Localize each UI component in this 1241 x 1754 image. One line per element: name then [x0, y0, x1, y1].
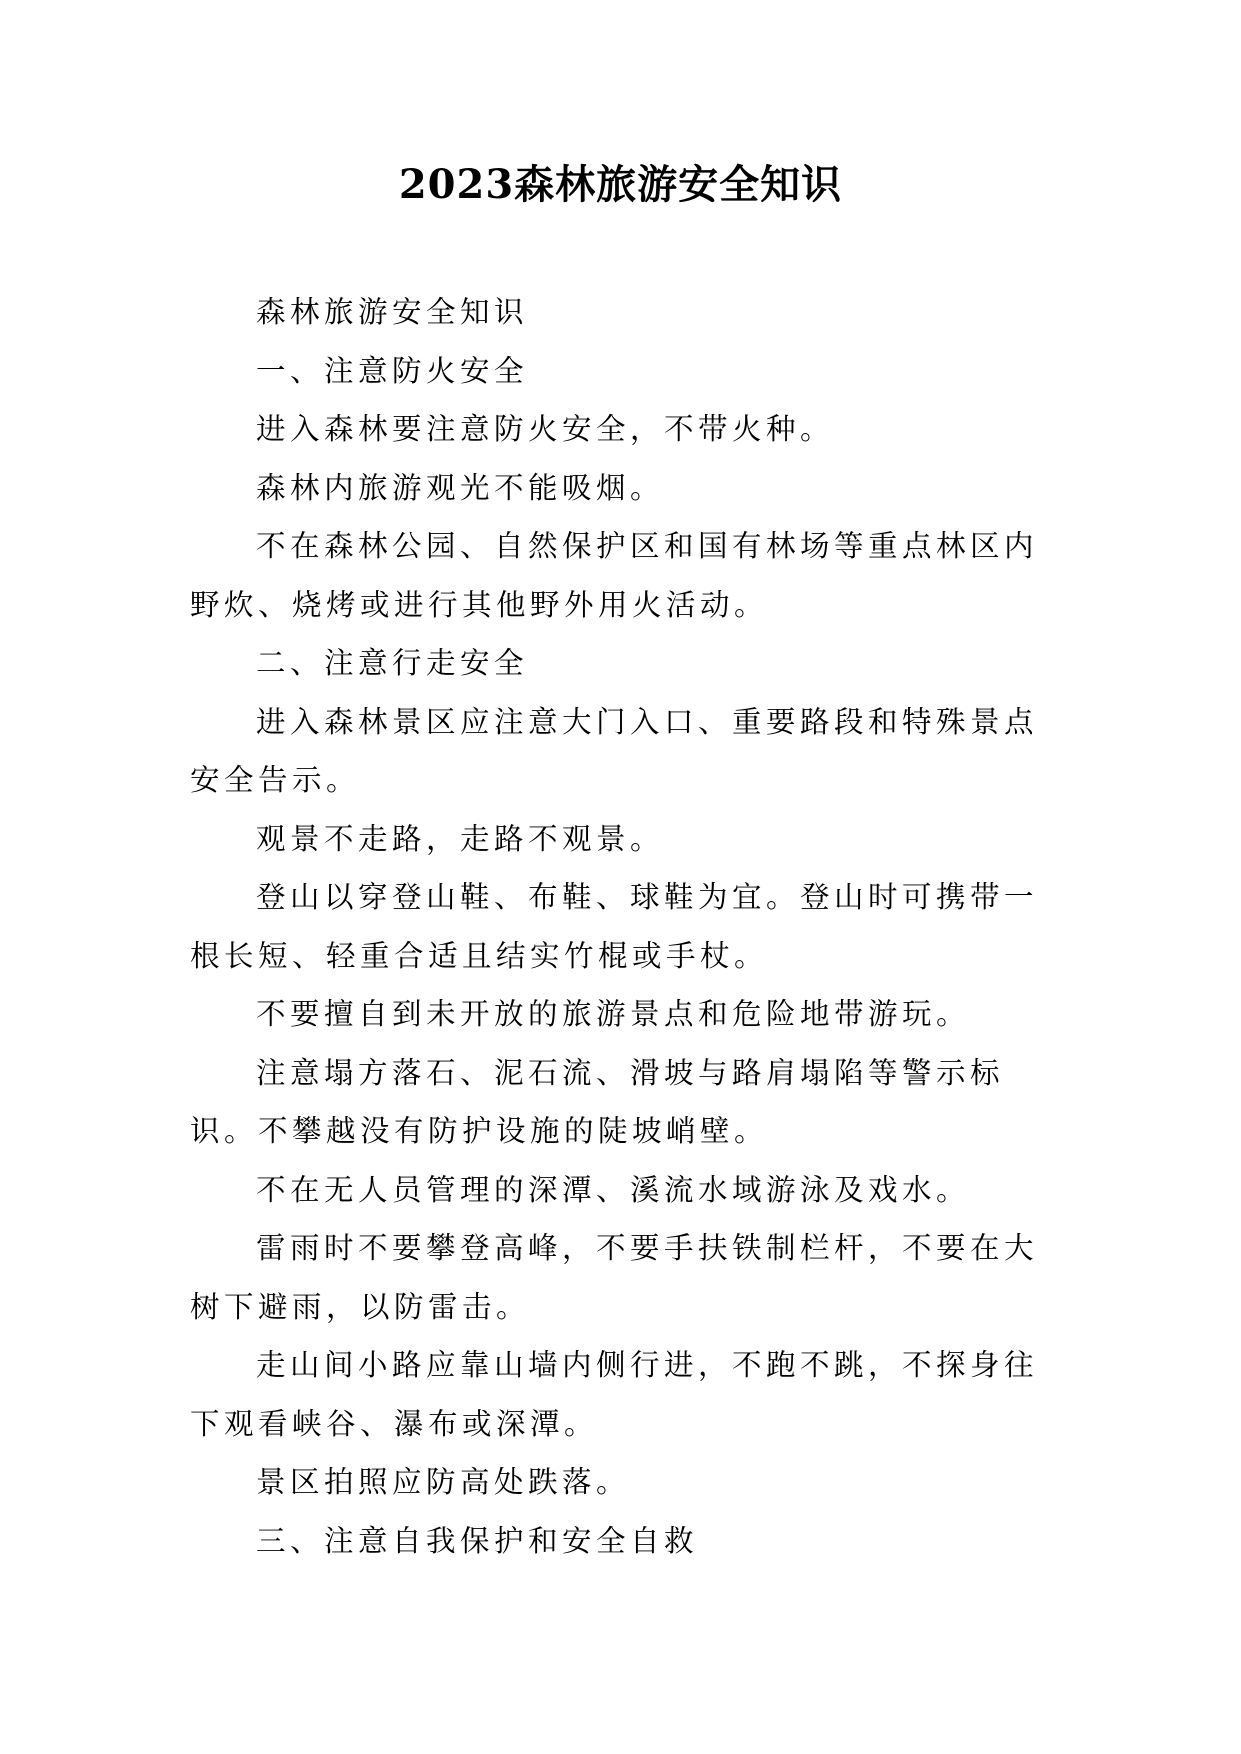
document-body	[190, 283, 1050, 1570]
paragraph: 观景不走路，走路不观景。	[256, 821, 665, 856]
section-heading: 二、注意行走安全	[256, 646, 529, 680]
paragraph: 景区拍照应防高处跌落。	[256, 1465, 631, 1499]
section-heading: 三、注意自我保护和安全自救	[256, 1523, 699, 1558]
paragraph: 注意塌方落石、泥石流、滑坡与路肩塌陷等警示标识。不攀越没有防护设施的陡坡峭壁。	[190, 1055, 1005, 1148]
paragraph: 不在森林公园、自然保护区和国有林场等重点林区内野炊、烧烤或进行其他野外用火活动。	[190, 529, 1039, 622]
paragraph: 不在无人员管理的深潭、溪流水域游泳及戏水。	[256, 1172, 971, 1207]
paragraph: 进入森林景区应注意大门入口、重要路段和特殊景点安全告示。	[190, 704, 1039, 797]
paragraph: 森林内旅游观光不能吸烟。	[256, 470, 665, 505]
paragraph: 登山以穿登山鞋、布鞋、球鞋为宜。登山时可携带一根长短、轻重合适且结实竹棍或手杖。	[190, 880, 1039, 973]
paragraph: 森林旅游安全知识	[256, 295, 529, 329]
paragraph: 不要擅自到未开放的旅游景点和危险地带游玩。	[256, 997, 971, 1031]
paragraph: 进入森林要注意防火安全，不带火种。	[256, 412, 835, 446]
paragraph: 走山间小路应靠山墙内侧行进，不跑不跳，不探身往下观看峡谷、瀑布或深潭。	[190, 1348, 1039, 1441]
document-title: 2023森林旅游安全知识	[398, 161, 843, 208]
paragraph: 雷雨时不要攀登高峰，不要手扶铁制栏杆，不要在大树下避雨，以防雷击。	[190, 1231, 1039, 1324]
section-heading: 一、注意防火安全	[256, 353, 529, 388]
